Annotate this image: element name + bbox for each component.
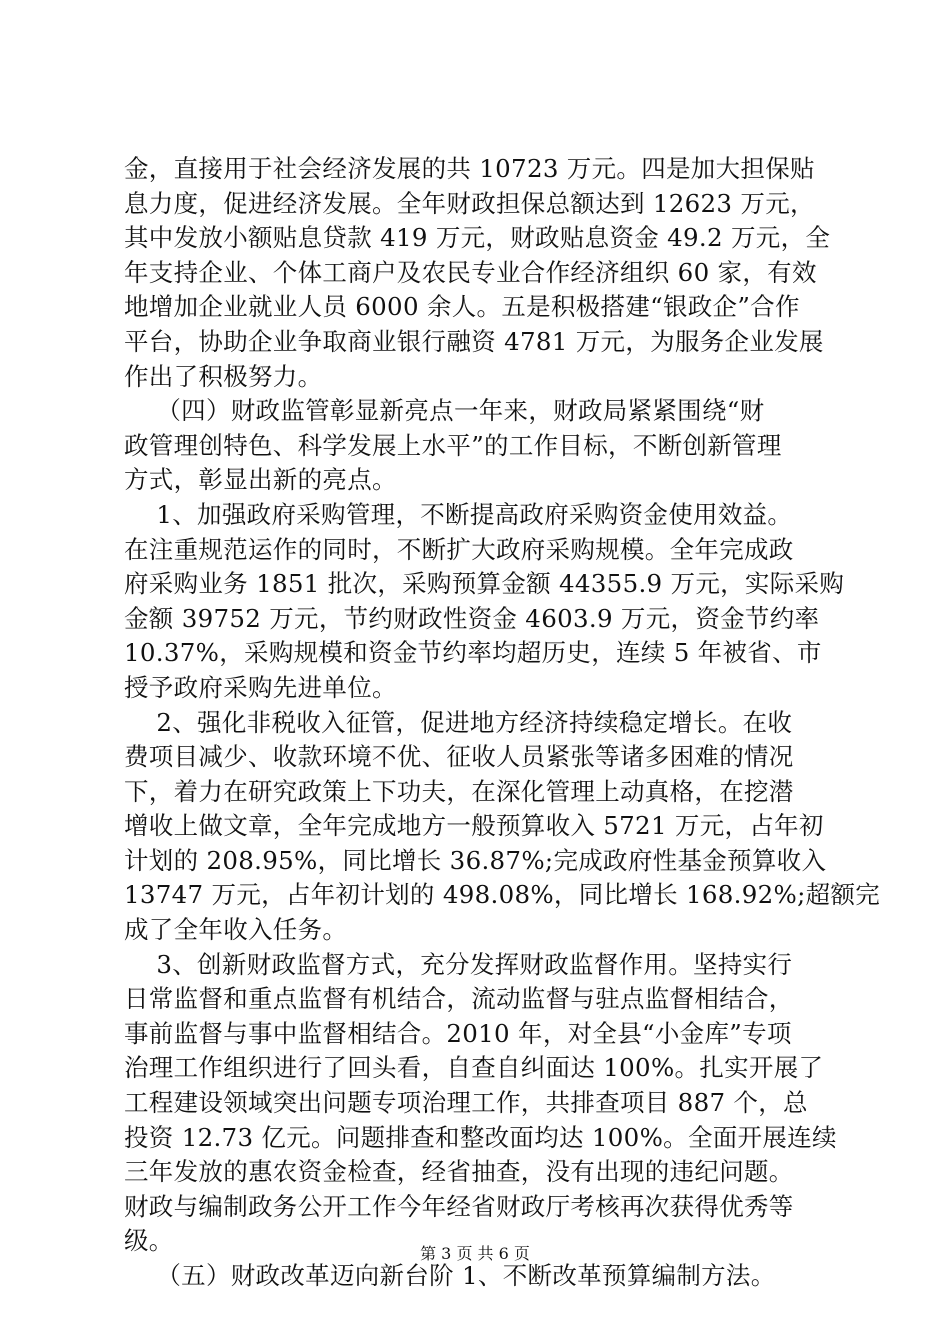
text-line: 息力度，促进经济发展。全年财政担保总额达到 12623 万元， [124, 188, 815, 218]
text-line: 费项目减少、收款环境不优、征收人员紧张等诸多困难的情况 [124, 742, 794, 772]
text-line: 财政与编制政务公开工作今年经省财政厅考核再次获得优秀等 [124, 1191, 794, 1221]
text-line: 日常监督和重点监督有机结合，流动监督与驻点监督相结合， [124, 984, 794, 1014]
text-line: 三年发放的惠农资金检查，经省抽查，没有出现的违纪问题。 [124, 1157, 794, 1187]
text-line: 地增加企业就业人员 6000 余人。五是积极搭建“银政企”合作 [124, 292, 800, 322]
text-line: 府采购业务 1851 批次，采购预算金额 44355.9 万元，实际采购 [124, 569, 845, 599]
text-line: 平台，协助企业争取商业银行融资 4781 万元，为服务企业发展 [124, 326, 824, 356]
text-line: 2、强化非税收入征管，促进地方经济持续稳定增长。在收 [124, 707, 793, 737]
text-line: 投资 12.73 亿元。问题排查和整改面均达 100%。全面开展连续 [124, 1122, 837, 1152]
text-line: （五）财政改革迈向新台阶 1、不断改革预算编制方法。 [124, 1261, 776, 1290]
text-line: 治理工作组织进行了回头看，自查自纠面达 100%。扎实开展了 [124, 1053, 824, 1083]
text-line: 1、加强政府采购管理，不断提高政府采购资金使用效益。 [124, 499, 793, 529]
text-line: 其中发放小额贴息贷款 419 万元，财政贴息资金 49.2 万元，全 [124, 223, 831, 253]
text-line: 方式，彰显出新的亮点。 [124, 465, 397, 495]
text-line: 计划的 208.95%，同比增长 36.87%;完成政府性基金预算收入 [124, 845, 827, 875]
text-line: 下，着力在研究政策上下功夫，在深化管理上动真格，在挖潜 [124, 776, 794, 806]
text-line: 成了全年收入任务。 [124, 915, 348, 945]
text-line: 政管理创特色、科学发展上水平”的工作目标，不断创新管理 [124, 430, 782, 460]
text-line: 金额 39752 万元，节约财政性资金 4603.9 万元，资金节约率 [124, 603, 820, 633]
text-line: 年支持企业、个体工商户及农民专业合作经济组织 60 家，有效 [124, 257, 817, 287]
text-line: 10.37%，采购规模和资金节约率均超历史，连续 5 年被省、市 [124, 638, 822, 668]
document-body [124, 152, 881, 1294]
text-line: 作出了积极努力。 [124, 361, 323, 391]
text-line: 事前监督与事中监督相结合。2010 年，对全县“小金库”专项 [124, 1018, 792, 1048]
text-line: （四）财政监管彰显新亮点一年来，财政局紧紧围绕“财 [124, 396, 765, 426]
text-line: 级。 [124, 1226, 174, 1256]
text-line: 在注重规范运作的同时，不断扩大政府采购规模。全年完成政 [124, 534, 794, 564]
text-line: 金，直接用于社会经济发展的共 10723 万元。四是加大担保贴 [124, 154, 815, 183]
text-line: 工程建设领域突出问题专项治理工作，共排查项目 887 个，总 [124, 1088, 808, 1118]
text-line: 授予政府采购先进单位。 [124, 672, 397, 702]
page-number-footer: 第 3 页 共 6 页 [420, 1244, 530, 1263]
text-line: 增收上做文章，全年完成地方一般预算收入 5721 万元，占年初 [124, 811, 824, 841]
text-line: 13747 万元，占年初计划的 498.08%，同比增长 168.92%;超额完 [124, 880, 881, 910]
text-line: 3、创新财政监督方式，充分发挥财政监督作用。坚持实行 [124, 949, 793, 979]
